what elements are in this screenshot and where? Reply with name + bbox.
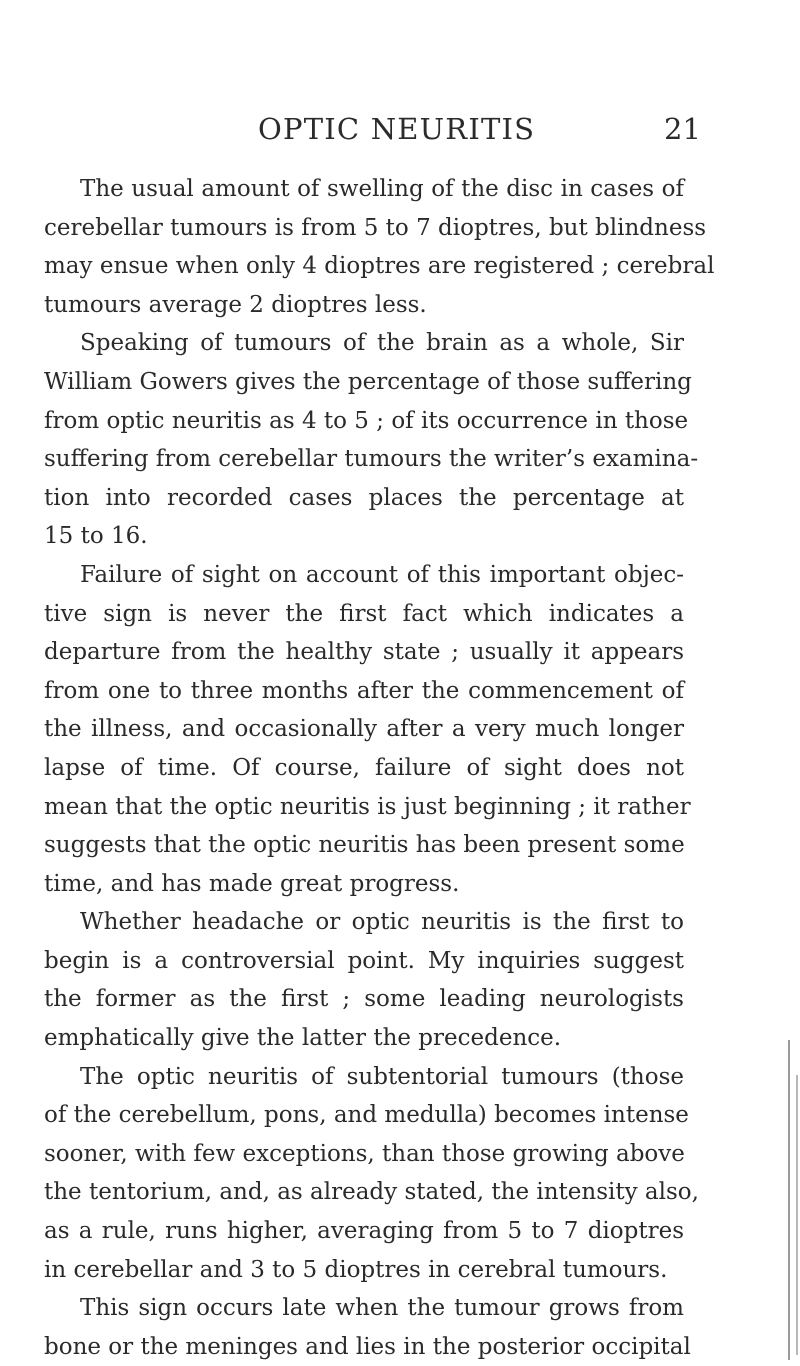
text-line: Speaking of tumours of the brain as a whole, Sir xyxy=(80,330,684,357)
text-line: cerebellar tumours is from 5 to 7 dioptres, but blindness xyxy=(44,214,707,241)
text-line: in cerebellar and 3 to 5 dioptres in cerebral tumours. xyxy=(44,1256,668,1283)
text-line: The optic neuritis of subtentorial tumours (those xyxy=(80,1063,684,1090)
text-line: from one to three months after the commencement of xyxy=(44,677,684,704)
text-line: The usual amount of swelling of the disc in cases of xyxy=(80,176,684,202)
text-line: the former as the first ; some leading neurologists xyxy=(44,986,684,1013)
text-line: as a rule, runs higher, averaging from 5 to 7 dioptres xyxy=(44,1218,684,1245)
text-line: suggests that the optic neuritis has been present some xyxy=(44,832,685,859)
text-line: time, and has made great progress. xyxy=(44,870,460,897)
text-line: suffering from cerebellar tumours the writer’s examina- xyxy=(44,446,699,473)
text-line: begin is a controversial point. My inquiries suggest xyxy=(44,947,684,974)
text-line: the tentorium, and, as already stated, the intensity also, xyxy=(44,1179,699,1206)
text-line: lapse of time. Of course, failure of sight does not xyxy=(44,754,684,781)
running-title: OPTIC NEURITIS xyxy=(258,112,536,146)
page-edge-shadow xyxy=(796,1075,798,1355)
text-line: This sign occurs late when the tumour grows from xyxy=(80,1295,684,1322)
text-line: William Gowers gives the percentage of those suffering xyxy=(44,368,692,395)
text-line: 15 to 16. xyxy=(44,523,148,550)
text-line: tive sign is never the first fact which indicates a xyxy=(44,600,684,627)
body-text xyxy=(44,170,715,1366)
text-line: may ensue when only 4 dioptres are registered ; cerebral xyxy=(44,253,715,280)
running-head xyxy=(0,112,800,152)
text-line: departure from the healthy state ; usually it appears xyxy=(44,639,684,666)
text-line: tion into recorded cases places the percentage at xyxy=(44,484,684,511)
text-line: emphatically give the latter the precedence. xyxy=(44,1025,562,1052)
text-line: the illness, and occasionally after a very much longer xyxy=(44,716,684,743)
text-line: mean that the optic neuritis is just beginning ; it rather xyxy=(44,793,691,820)
text-line: bone or the meninges and lies in the posterior occipital xyxy=(44,1333,691,1360)
text-line: Whether headache or optic neuritis is the first to xyxy=(80,909,684,936)
page-edge-shadow xyxy=(788,1040,790,1360)
text-line: of the cerebellum, pons, and medulla) becomes intense xyxy=(44,1102,689,1129)
page-number: 21 xyxy=(664,112,701,146)
text-line: tumours average 2 dioptres less. xyxy=(44,291,427,318)
text-line: sooner, with few exceptions, than those growing above xyxy=(44,1140,685,1167)
text-line: from optic neuritis as 4 to 5 ; of its occurrence in those xyxy=(44,407,689,434)
text-line: Failure of sight on account of this important objec- xyxy=(80,561,684,588)
